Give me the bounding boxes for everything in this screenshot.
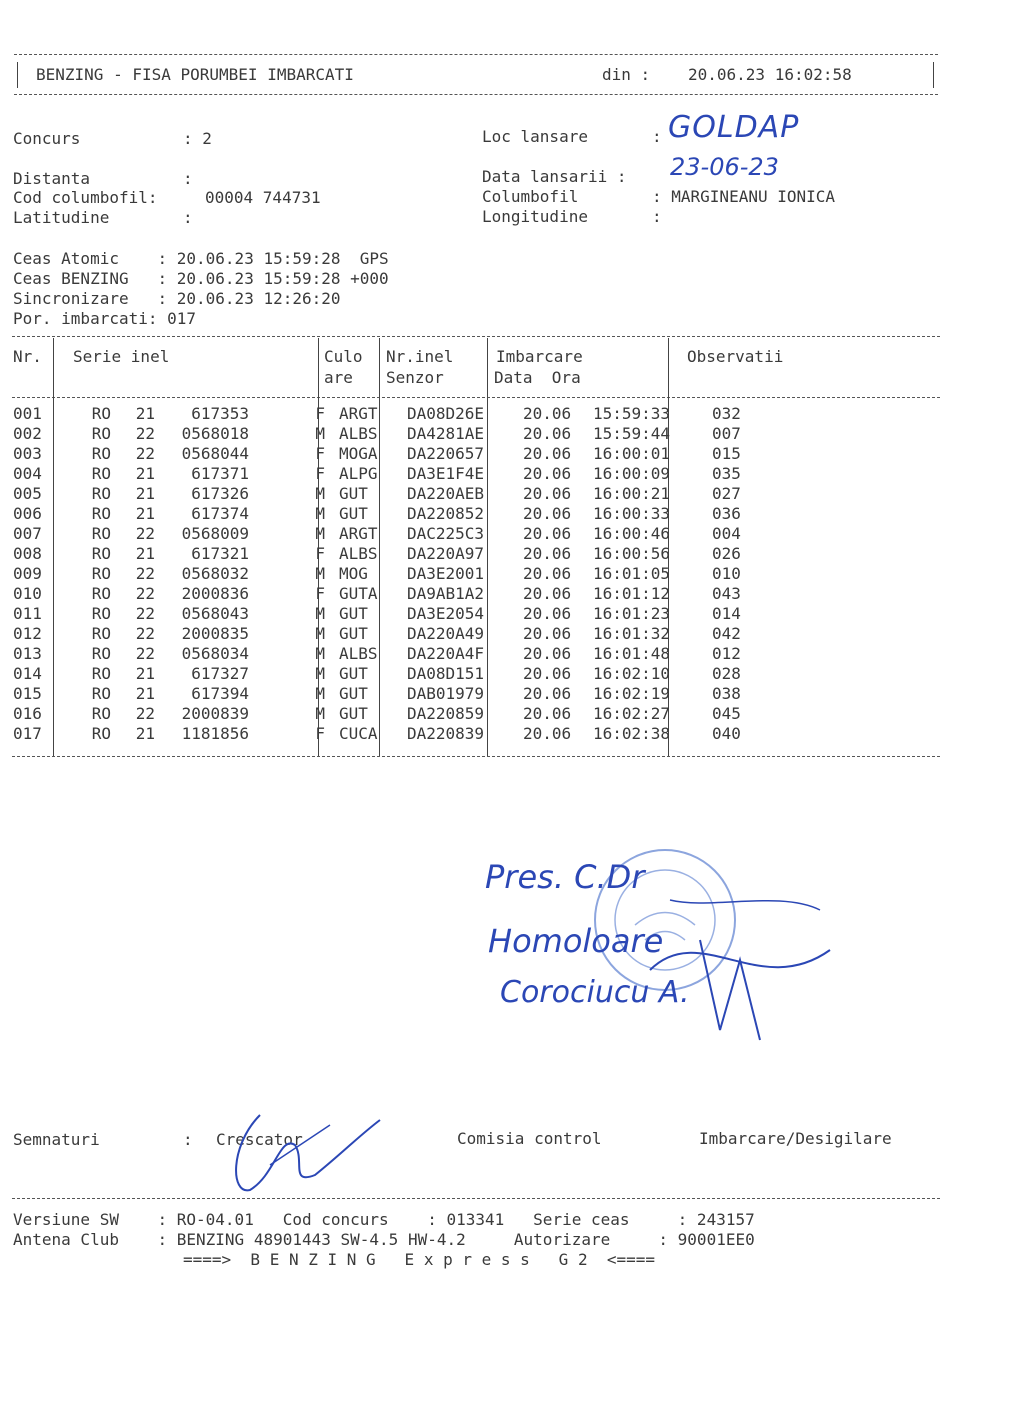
cell-ora: 16:02:19 [593, 684, 671, 703]
cell-data: 20.06 [523, 484, 572, 503]
table-row [12, 544, 772, 564]
cell-nr: 013 [13, 644, 42, 663]
cell-sex: M [315, 644, 325, 663]
cell-obs: 014 [712, 604, 741, 623]
cell-obs: 038 [712, 684, 741, 703]
cell-culoare: GUT [339, 604, 368, 623]
cell-culoare: ALPG [339, 464, 378, 483]
cell-sex: M [315, 704, 325, 723]
table-row [12, 664, 772, 684]
table-row [12, 704, 772, 724]
porumbei-imbarcati-line: Por. imbarcati: 017 [13, 309, 197, 328]
cell-tara: RO [91, 604, 111, 623]
cell-senzor: DA220A97 [407, 544, 485, 563]
cell-ora: 16:01:12 [593, 584, 671, 603]
cell-culoare: CUCA [339, 724, 378, 743]
embarked-pigeons-table [12, 404, 772, 744]
cell-data: 20.06 [523, 524, 572, 543]
table-row [12, 684, 772, 704]
cell-data: 20.06 [523, 684, 572, 703]
table-row [12, 624, 772, 644]
cell-sex: F [315, 724, 325, 743]
cell-serie: 617353 [191, 404, 249, 423]
table-row [12, 584, 772, 604]
cell-tara: RO [91, 544, 111, 563]
header-right-border [933, 62, 934, 88]
cell-obs: 026 [712, 544, 741, 563]
cell-data: 20.06 [523, 424, 572, 443]
cell-data: 20.06 [523, 564, 572, 583]
loc-lansare-colon: : [652, 127, 662, 146]
cell-ora: 16:00:46 [593, 524, 671, 543]
header-imbarcare: Imbarcare [496, 347, 583, 366]
cell-senzor: DAC225C3 [407, 524, 485, 543]
cell-senzor: DA220AEB [407, 484, 485, 503]
data-lansarii-handwritten: 23-06-23 [670, 153, 779, 181]
latitudine-label: Latitudine [13, 208, 110, 227]
cell-tara: RO [91, 504, 111, 523]
semnaturi-colon: : [183, 1130, 193, 1149]
imbarcare-desigilare-label: Imbarcare/Desigilare [699, 1129, 892, 1148]
cell-nr: 002 [13, 424, 42, 443]
cell-tara: RO [91, 484, 111, 503]
cell-obs: 027 [712, 484, 741, 503]
cell-nr: 003 [13, 444, 42, 463]
cell-ora: 16:02:27 [593, 704, 671, 723]
cell-senzor: DA3E1F4E [407, 464, 485, 483]
cell-nr: 008 [13, 544, 42, 563]
cell-tara: RO [91, 664, 111, 683]
cell-an: 21 [135, 484, 155, 503]
cell-tara: RO [91, 464, 111, 483]
cell-data: 20.06 [523, 444, 572, 463]
handwritten-line-3: Corociucu A. [500, 975, 690, 1010]
cell-culoare: MOGA [339, 444, 378, 463]
cell-data: 20.06 [523, 584, 572, 603]
comisia-control-label: Comisia control [457, 1129, 602, 1148]
cell-nr: 014 [13, 664, 42, 683]
cell-nr: 012 [13, 624, 42, 643]
cell-tara: RO [91, 584, 111, 603]
cell-serie: 0568032 [181, 564, 249, 583]
cell-ora: 16:01:32 [593, 624, 671, 643]
cell-tara: RO [91, 404, 111, 423]
cell-culoare: ARGT [339, 524, 378, 543]
table-row [12, 524, 772, 544]
loc-lansare-label: Loc lansare [482, 127, 588, 146]
cell-an: 22 [135, 584, 155, 603]
cell-an: 22 [135, 564, 155, 583]
cell-obs: 015 [712, 444, 741, 463]
ceas-benzing-line: Ceas BENZING : 20.06.23 15:59:28 +000 [13, 269, 389, 288]
cell-nr: 010 [13, 584, 42, 603]
cell-culoare: GUT [339, 624, 368, 643]
cell-serie: 617321 [191, 544, 249, 563]
cell-sex: M [315, 664, 325, 683]
cell-obs: 032 [712, 404, 741, 423]
cell-obs: 028 [712, 664, 741, 683]
cell-serie: 617327 [191, 664, 249, 683]
cell-sex: F [315, 544, 325, 563]
cell-sex: M [315, 524, 325, 543]
cell-serie: 617371 [191, 464, 249, 483]
cell-an: 21 [135, 664, 155, 683]
cell-senzor: DA08D26E [407, 404, 485, 423]
cell-data: 20.06 [523, 504, 572, 523]
cell-data: 20.06 [523, 464, 572, 483]
cell-sex: M [315, 604, 325, 623]
cell-data: 20.06 [523, 724, 572, 743]
cell-serie: 0568034 [181, 644, 249, 663]
cell-an: 22 [135, 424, 155, 443]
table-row [12, 444, 772, 464]
cell-nr: 006 [13, 504, 42, 523]
cell-ora: 16:00:01 [593, 444, 671, 463]
distanta-label: Distanta [13, 169, 91, 188]
cell-ora: 15:59:44 [593, 424, 671, 443]
concurs-value: : 2 [183, 129, 212, 148]
cell-tara: RO [91, 524, 111, 543]
cell-obs: 043 [712, 584, 741, 603]
cell-culoare: GUT [339, 684, 368, 703]
cell-nr: 007 [13, 524, 42, 543]
cell-ora: 16:00:21 [593, 484, 671, 503]
crescator-label: Crescator [216, 1130, 303, 1149]
cell-ora: 16:00:56 [593, 544, 671, 563]
footer-line-benzing-express: ====> B E N Z I N G E x p r e s s G 2 <==== [183, 1250, 656, 1269]
table-top-rule [12, 336, 940, 337]
cell-senzor: DA220859 [407, 704, 485, 723]
concurs-label: Concurs [13, 129, 81, 148]
cell-serie: 0568044 [181, 444, 249, 463]
cell-an: 21 [135, 724, 155, 743]
header-observatii: Observatii [687, 347, 784, 366]
cell-an: 21 [135, 684, 155, 703]
cell-culoare: GUTA [339, 584, 378, 603]
cell-obs: 036 [712, 504, 741, 523]
footer-rule [12, 1198, 940, 1199]
table-row [12, 504, 772, 524]
cell-ora: 16:00:09 [593, 464, 671, 483]
table-row [12, 404, 772, 424]
cell-an: 21 [135, 464, 155, 483]
cell-nr: 017 [13, 724, 42, 743]
date-label: din : [602, 65, 651, 84]
cell-sex: M [315, 504, 325, 523]
cell-an: 22 [135, 444, 155, 463]
cell-serie: 2000836 [181, 584, 249, 603]
cell-senzor: DA220657 [407, 444, 485, 463]
cell-data: 20.06 [523, 404, 572, 423]
cell-ora: 15:59:33 [593, 404, 671, 423]
header-nr: Nr. [13, 347, 42, 366]
cell-ora: 16:01:23 [593, 604, 671, 623]
cell-tara: RO [91, 624, 111, 643]
cell-obs: 042 [712, 624, 741, 643]
cell-sex: F [315, 584, 325, 603]
handwritten-line-2: Homoloare [488, 922, 664, 960]
cell-an: 22 [135, 604, 155, 623]
cell-obs: 012 [712, 644, 741, 663]
cell-serie: 0568018 [181, 424, 249, 443]
cell-serie: 617326 [191, 484, 249, 503]
cell-culoare: MOG [339, 564, 368, 583]
cell-an: 22 [135, 624, 155, 643]
cell-senzor: DA220A49 [407, 624, 485, 643]
table-row [12, 604, 772, 624]
cell-sex: F [315, 404, 325, 423]
cell-culoare: ARGT [339, 404, 378, 423]
cell-serie: 1181856 [181, 724, 249, 743]
cell-data: 20.06 [523, 624, 572, 643]
cell-data: 20.06 [523, 604, 572, 623]
header-top-rule [14, 54, 938, 55]
header-serie-inel: Serie inel [73, 347, 170, 366]
cell-serie: 617374 [191, 504, 249, 523]
cell-data: 20.06 [523, 644, 572, 663]
cell-senzor: DA9AB1A2 [407, 584, 485, 603]
columbofil-label: Columbofil [482, 187, 579, 206]
cell-obs: 045 [712, 704, 741, 723]
cell-obs: 035 [712, 464, 741, 483]
cell-sex: F [315, 444, 325, 463]
cell-serie: 2000835 [181, 624, 249, 643]
cell-senzor: DA220839 [407, 724, 485, 743]
columbofil-value: : MARGINEANU IONICA [652, 187, 836, 206]
cell-tara: RO [91, 424, 111, 443]
cell-ora: 16:02:10 [593, 664, 671, 683]
cell-serie: 2000839 [181, 704, 249, 723]
cell-obs: 007 [712, 424, 741, 443]
longitudine-label: Longitudine [482, 207, 588, 226]
cell-culoare: GUT [339, 484, 368, 503]
footer-line-antena: Antena Club : BENZING 48901443 SW-4.5 HW-4.2 Autorizare : 90001EE0 [13, 1230, 755, 1249]
cell-tara: RO [91, 444, 111, 463]
data-lansarii-label: Data lansarii : [482, 167, 627, 186]
handwritten-line-1: Pres. C.Dr [485, 858, 645, 896]
cell-sex: F [315, 464, 325, 483]
cell-sex: M [315, 624, 325, 643]
cell-nr: 001 [13, 404, 42, 423]
distanta-value: : [183, 169, 193, 188]
print-datetime: 20.06.23 16:02:58 [688, 65, 852, 84]
cell-senzor: DA220A4F [407, 644, 485, 663]
cell-tara: RO [91, 684, 111, 703]
cell-ora: 16:02:38 [593, 724, 671, 743]
cell-culoare: ALBS [339, 544, 378, 563]
table-row [12, 644, 772, 664]
table-header-rule [12, 397, 940, 398]
cell-nr: 004 [13, 464, 42, 483]
header-data-ora: Data Ora [494, 368, 581, 387]
crescator-signature [220, 1105, 390, 1200]
footer-line-versiune: Versiune SW : RO-04.01 Cod concurs : 013341 Serie ceas : 243157 [13, 1210, 755, 1229]
cell-an: 21 [135, 404, 155, 423]
cell-sex: M [315, 564, 325, 583]
cell-sex: M [315, 684, 325, 703]
cell-an: 21 [135, 504, 155, 523]
cell-ora: 16:01:05 [593, 564, 671, 583]
cell-sex: M [315, 484, 325, 503]
semnaturi-label: Semnaturi [13, 1130, 100, 1149]
header-culoare-2: are [324, 368, 353, 387]
cell-serie: 0568043 [181, 604, 249, 623]
commission-signature-scribble [640, 880, 840, 1050]
cell-tara: RO [91, 644, 111, 663]
cell-senzor: DA08D151 [407, 664, 485, 683]
cell-culoare: ALBS [339, 644, 378, 663]
cell-data: 20.06 [523, 664, 572, 683]
header-left-border [17, 62, 18, 88]
cod-columbofil-value: 00004 744731 [205, 188, 321, 207]
document-title: BENZING - FISA PORUMBEI IMBARCATI [36, 65, 354, 84]
cell-an: 21 [135, 544, 155, 563]
cell-culoare: ALBS [339, 424, 378, 443]
cell-nr: 005 [13, 484, 42, 503]
cell-culoare: GUT [339, 704, 368, 723]
cell-obs: 010 [712, 564, 741, 583]
loc-lansare-handwritten: GOLDAP [668, 110, 800, 145]
cell-nr: 009 [13, 564, 42, 583]
cell-ora: 16:00:33 [593, 504, 671, 523]
cell-tara: RO [91, 704, 111, 723]
cell-ora: 16:01:48 [593, 644, 671, 663]
cell-nr: 015 [13, 684, 42, 703]
table-bottom-rule [12, 756, 940, 757]
cell-senzor: DAB01979 [407, 684, 485, 703]
table-row [12, 484, 772, 504]
sincronizare-line: Sincronizare : 20.06.23 12:26:20 [13, 289, 341, 308]
longitudine-value: : [652, 207, 662, 226]
table-row [12, 424, 772, 444]
cod-columbofil-label: Cod columbofil: [13, 188, 158, 207]
cell-obs: 004 [712, 524, 741, 543]
cell-culoare: GUT [339, 664, 368, 683]
cell-culoare: GUT [339, 504, 368, 523]
cell-data: 20.06 [523, 544, 572, 563]
cell-obs: 040 [712, 724, 741, 743]
cell-serie: 0568009 [181, 524, 249, 543]
cell-nr: 011 [13, 604, 42, 623]
cell-serie: 617394 [191, 684, 249, 703]
cell-an: 22 [135, 524, 155, 543]
cell-sex: M [315, 424, 325, 443]
header-culoare-1: Culo [324, 347, 363, 366]
cell-senzor: DA220852 [407, 504, 485, 523]
cell-tara: RO [91, 724, 111, 743]
table-row [12, 724, 772, 744]
cell-nr: 016 [13, 704, 42, 723]
ceas-atomic-line: Ceas Atomic : 20.06.23 15:59:28 GPS [13, 249, 389, 268]
cell-data: 20.06 [523, 704, 572, 723]
cell-senzor: DA3E2054 [407, 604, 485, 623]
table-row [12, 464, 772, 484]
latitudine-value: : [183, 208, 193, 227]
cell-tara: RO [91, 564, 111, 583]
cell-an: 22 [135, 704, 155, 723]
header-nr-inel: Nr.inel [386, 347, 454, 366]
header-senzor: Senzor [386, 368, 444, 387]
cell-an: 22 [135, 644, 155, 663]
cell-senzor: DA3E2001 [407, 564, 485, 583]
header-bottom-rule [14, 94, 938, 95]
cell-senzor: DA4281AE [407, 424, 485, 443]
table-row [12, 564, 772, 584]
